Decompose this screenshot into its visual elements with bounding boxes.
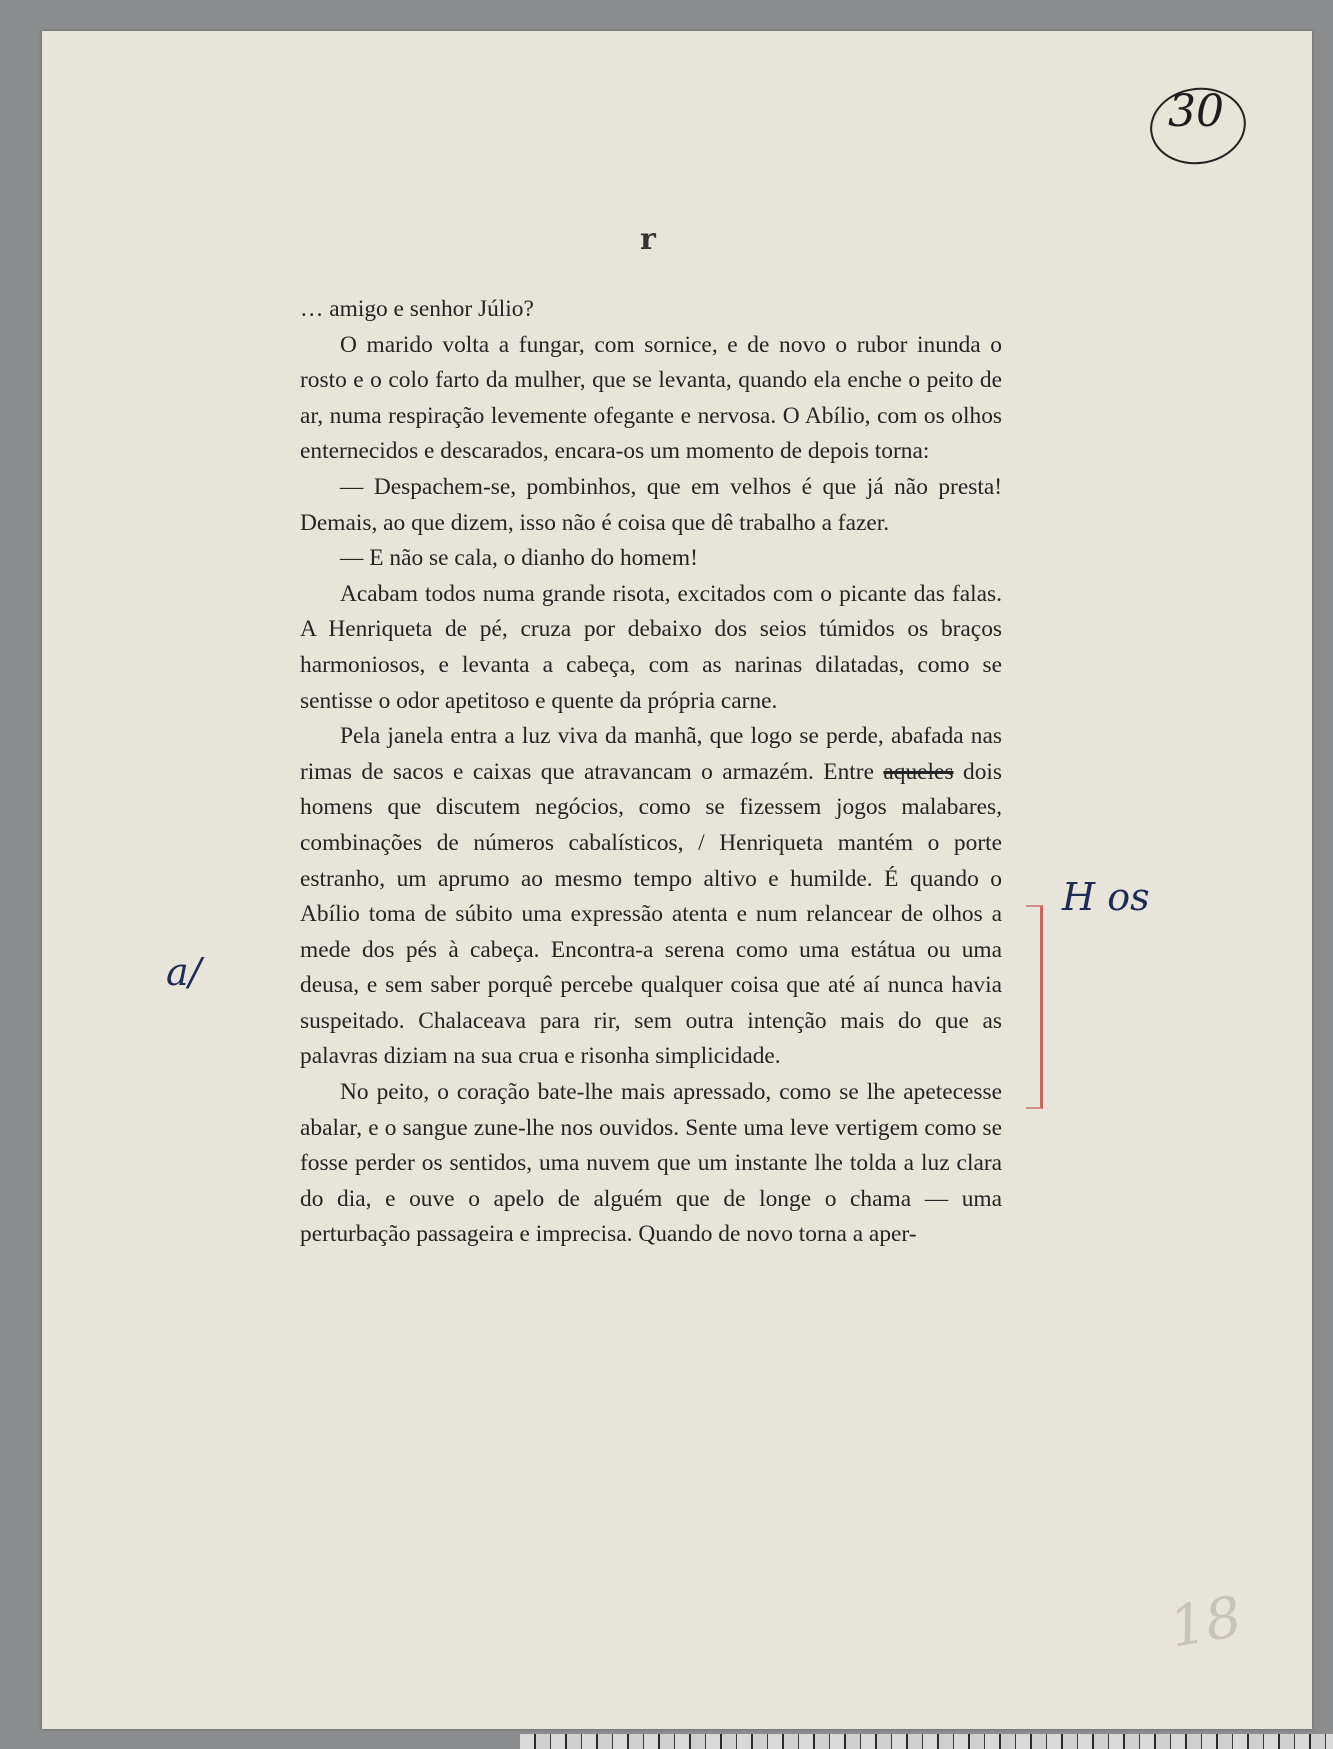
body-text xyxy=(300,292,1002,1253)
scan-scale-bar xyxy=(520,1734,1333,1749)
paragraph-5: Acabam todos numa grande risota, excitados com o picante das falas. A Henriqueta de pé, cruza por debaixo dos seios túmidos os braços harmoniosos, e levanta a cabeça, com as narinas dilatadas, como se sentisse o odor apetitoso e quente da própria carne. xyxy=(300,580,1002,714)
margin-note-left: a/ xyxy=(166,950,202,994)
paragraph-3: — Despachem-se, pombinhos, que em velhos é que já não presta! Demais, ao que dizem, isso não é coisa que dê trabalho a fazer. xyxy=(300,473,1002,536)
paragraph-2: O marido volta a fungar, com sornice, e de novo o rubor inunda o rosto e o colo farto da mulher, que se levanta, quando ela enche o peito de ar, numa respiração levemente ofegante e nervosa. O Abílio, com os olhos enternecidos e descarados, encara-os um momento de depois torna: xyxy=(300,331,1002,465)
paragraph-7: No peito, o coração bate-lhe mais apressado, como se lhe apetecesse abalar, e o sangue zune-lhe nos ouvidos. Sente uma leve vertigem como se fosse perder os sentidos, uma nuvem que um instante lhe tolda a luz clara do dia, e ouve o apelo de alguém que de longe o chama — uma perturbação passageira e imprecisa. Quando de novo torna a aper- xyxy=(300,1079,1002,1248)
paragraph-6-rest: dois homens que discutem negócios, como se fizessem jogos malabares, combinações de números cabalísticos, / Henriqueta mantém o porte estranho, um aprumo ao mesmo tempo altivo e humilde. É quando o Abílio toma de súbito uma expressão atenta e num relancear de olhos a mede dos pés à cabeça. Encontra-a serena como uma estátua ou uma deusa, e sem saber porquê percebe qualquer coisa que até aí nunca havia suspeitado. Chalaceava para rir, sem outra intenção mais do que as palavras diziam na sua crua e risonha simplicidade. xyxy=(300,758,1002,1070)
pencil-folio-mark: 18 xyxy=(1164,1584,1247,1661)
paragraph-6-start: Pela janela entra a luz viva da manhã, que logo se perde, abafada nas rimas de sacos e caixas que atravancam o armazém. Entre xyxy=(300,723,1002,785)
paragraph-1: … amigo e senhor Júlio? xyxy=(300,296,534,322)
paragraph-6 xyxy=(300,719,1002,1075)
printer-mark: r xyxy=(640,222,656,257)
red-correction-bracket xyxy=(1026,905,1043,1109)
page-number: 30 xyxy=(1168,86,1224,137)
paragraph-4: — E não se cala, o dianho do homem! xyxy=(340,545,698,572)
struck-word: aqueles xyxy=(883,758,954,785)
margin-note-right: H os xyxy=(1062,875,1150,919)
